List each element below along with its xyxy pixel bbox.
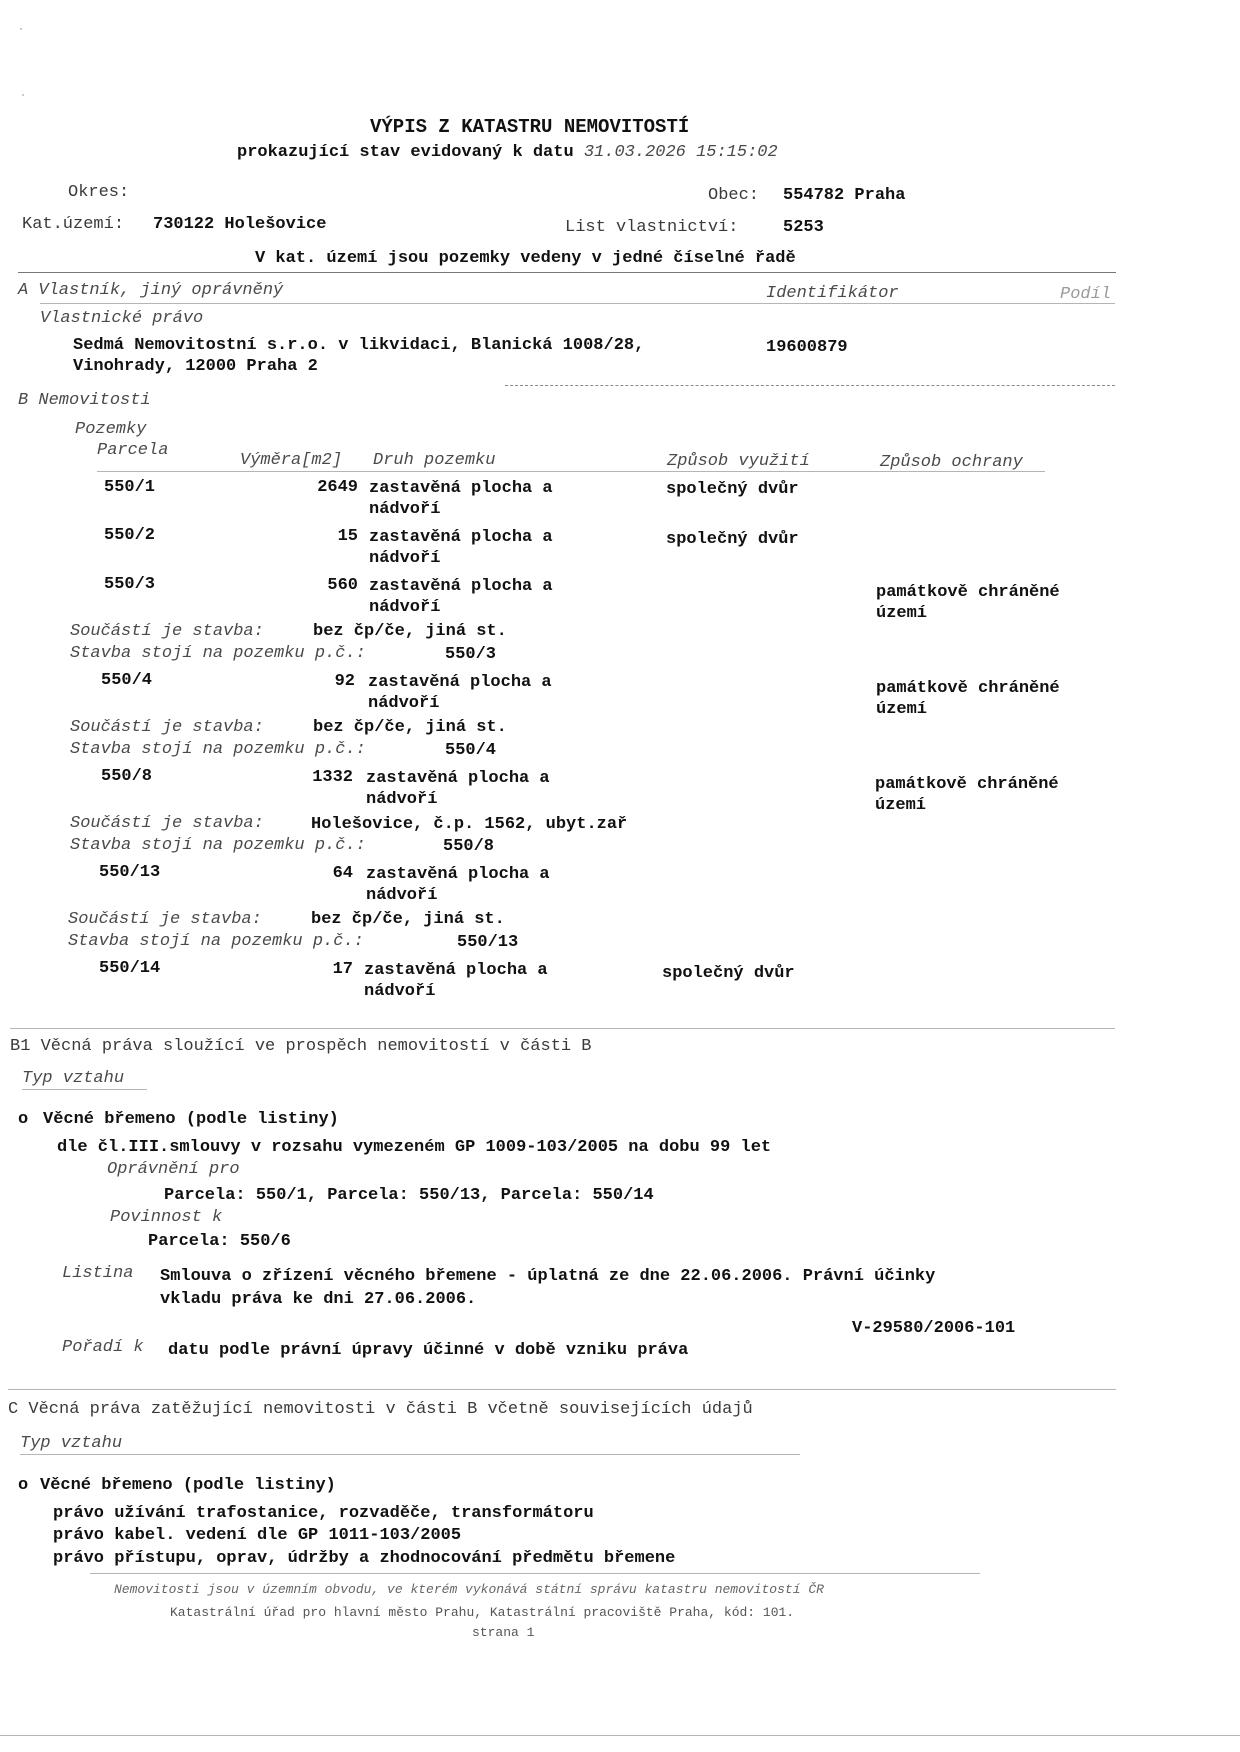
footer-line-1: Nemovitosti jsou v územním obvodu, ve kterém vykonává státní správu katastru nemovitostí ČR bbox=[114, 1582, 824, 1597]
building-value: Holešovice, č.p. 1562, ubyt.zař bbox=[311, 815, 628, 834]
section-b1-rule bbox=[10, 1028, 1115, 1029]
stands-value: 550/4 bbox=[445, 741, 497, 760]
parcel-druh: zastavěná plocha a bbox=[366, 769, 550, 788]
listina-line-2: vkladu práva ke dni 27.06.2006. bbox=[160, 1290, 477, 1309]
parcel-ochrana: památkově chráněné bbox=[876, 679, 1060, 698]
pozemky-subheading: Pozemky bbox=[75, 420, 147, 439]
parcel-number: 550/4 bbox=[101, 671, 153, 690]
right-type: Vlastnické právo bbox=[40, 309, 204, 328]
building-value: bez čp/če, jiná st. bbox=[313, 622, 507, 641]
povinnost-value: Parcela: 550/6 bbox=[148, 1232, 291, 1251]
parcel-druh-cont: nádvoří bbox=[364, 982, 436, 1001]
bottom-edge-rule bbox=[0, 1735, 1240, 1736]
parcel-druh: zastavěná plocha a bbox=[369, 479, 553, 498]
kat-uzemi-label: Kat.území: bbox=[22, 215, 125, 234]
c-typ-underline bbox=[20, 1454, 800, 1455]
identifier-header: Identifikátor bbox=[766, 284, 899, 303]
stands-value: 550/13 bbox=[457, 933, 519, 952]
parcel-number: 550/1 bbox=[104, 478, 156, 497]
parcel-area: 2649 bbox=[317, 478, 358, 497]
section-b1-heading: B1 Věcná práva sloužící ve prospěch nemovitostí v části B bbox=[10, 1037, 592, 1056]
building-value: bez čp/če, jiná st. bbox=[311, 910, 505, 929]
section-a-rule bbox=[18, 272, 1116, 273]
parcel-druh-cont: nádvoří bbox=[369, 500, 441, 519]
parcel-vyuziti: společný dvůr bbox=[666, 530, 799, 549]
parcel-ochrana: památkově chráněné bbox=[875, 775, 1059, 794]
listina-reference: V-29580/2006-101 bbox=[852, 1319, 1016, 1338]
parcel-ochrana: památkově chráněné bbox=[876, 583, 1060, 602]
kat-uzemi-value: 730122 Holešovice bbox=[153, 215, 327, 234]
column-ochrana: Způsob ochrany bbox=[880, 453, 1023, 472]
c-bullet: o bbox=[18, 1476, 29, 1495]
building-label: Součástí je stavba: bbox=[70, 814, 264, 833]
opravneni-value: Parcela: 550/1, Parcela: 550/13, Parcela: 550/14 bbox=[164, 1186, 654, 1205]
document-subtitle bbox=[237, 143, 778, 163]
document-title: VÝPIS Z KATASTRU NEMOVITOSTÍ bbox=[370, 116, 690, 138]
stands-label: Stavba stojí na pozemku p.č.: bbox=[68, 932, 364, 951]
parcel-druh: zastavěná plocha a bbox=[369, 577, 553, 596]
scan-speck bbox=[20, 28, 22, 30]
b1-typ-vztahu: Typ vztahu bbox=[22, 1069, 125, 1088]
subtitle-prefix: prokazující stav evidovaný k datu bbox=[237, 143, 574, 162]
column-druh: Druh pozemku bbox=[373, 451, 496, 470]
c-item-title: Věcné břemeno (podle listiny) bbox=[40, 1476, 336, 1495]
building-label: Součástí je stavba: bbox=[70, 622, 264, 641]
poradi-label: Pořadí k bbox=[62, 1338, 144, 1357]
numbering-note: V kat. území jsou pozemky vedeny v jedné číselné řadě bbox=[255, 249, 796, 268]
b1-bullet: o bbox=[18, 1110, 29, 1129]
section-a-heading: A Vlastník, jiný oprávněný bbox=[18, 281, 284, 300]
obec-value: 554782 Praha bbox=[783, 186, 906, 205]
b1-item-description: dle čl.III.smlouvy v rozsahu vymezeném GP 1009-103/2005 na dobu 99 let bbox=[57, 1138, 772, 1157]
stands-value: 550/8 bbox=[443, 837, 495, 856]
parcel-number: 550/3 bbox=[104, 575, 156, 594]
parcel-area: 15 bbox=[337, 527, 358, 546]
b1-typ-underline bbox=[22, 1089, 147, 1090]
building-label: Součástí je stavba: bbox=[68, 910, 262, 929]
okres-label: Okres: bbox=[68, 183, 130, 202]
obec-label: Obec: bbox=[708, 186, 760, 205]
section-b-heading: B Nemovitosti bbox=[18, 391, 151, 410]
parcel-druh-cont: nádvoří bbox=[366, 886, 438, 905]
parcel-druh: zastavěná plocha a bbox=[368, 673, 552, 692]
parcel-druh-cont: nádvoří bbox=[366, 790, 438, 809]
column-header-underline bbox=[97, 471, 1045, 472]
parcel-number: 550/8 bbox=[101, 767, 153, 786]
share-header: Podíl bbox=[1060, 285, 1112, 304]
stands-label: Stavba stojí na pozemku p.č.: bbox=[70, 644, 366, 663]
poradi-value: datu podle právní úpravy účinné v době vzniku práva bbox=[168, 1341, 689, 1360]
opravneni-label: Oprávnění pro bbox=[107, 1160, 240, 1179]
parcel-area: 64 bbox=[332, 864, 353, 883]
scan-speck bbox=[22, 94, 24, 96]
parcel-druh: zastavěná plocha a bbox=[364, 961, 548, 980]
b1-item-title: Věcné břemeno (podle listiny) bbox=[43, 1110, 339, 1129]
parcel-number: 550/14 bbox=[99, 959, 161, 978]
list-vlastnictvi-label: List vlastnictví: bbox=[565, 218, 739, 237]
section-c-heading: C Věcná práva zatěžující nemovitosti v části B včetně souvisejících údajů bbox=[8, 1400, 753, 1419]
parcel-druh-cont: nádvoří bbox=[369, 598, 441, 617]
parcel-ochrana-cont: území bbox=[876, 700, 928, 719]
parcel-druh: zastavěná plocha a bbox=[366, 865, 550, 884]
parcel-druh-cont: nádvoří bbox=[369, 549, 441, 568]
c-typ-vztahu: Typ vztahu bbox=[20, 1434, 123, 1453]
stands-label: Stavba stojí na pozemku p.č.: bbox=[70, 836, 366, 855]
subtitle-datetime: 31.03.2026 15:15:02 bbox=[583, 143, 778, 162]
section-a-end-rule bbox=[505, 385, 1115, 386]
c-line: právo kabel. vedení dle GP 1011-103/2005 bbox=[53, 1526, 462, 1545]
page-number: strana 1 bbox=[472, 1625, 535, 1640]
parcel-ochrana-cont: území bbox=[876, 604, 928, 623]
building-value: bez čp/če, jiná st. bbox=[313, 718, 507, 737]
stands-label: Stavba stojí na pozemku p.č.: bbox=[70, 740, 366, 759]
owner-line-1: Sedmá Nemovitostní s.r.o. v likvidaci, Blanická 1008/28, bbox=[73, 336, 645, 355]
parcel-druh: zastavěná plocha a bbox=[369, 528, 553, 547]
building-label: Součástí je stavba: bbox=[70, 718, 264, 737]
section-c-rule bbox=[8, 1389, 1116, 1390]
column-parcela: Parcela bbox=[97, 441, 169, 460]
listina-line-1: Smlouva o zřízení věcného břemene - úplatná ze dne 22.06.2006. Právní účinky bbox=[160, 1267, 936, 1286]
povinnost-label: Povinnost k bbox=[110, 1208, 223, 1227]
owner-id: 19600879 bbox=[766, 338, 848, 357]
column-vymera: Výměra[m2] bbox=[240, 451, 343, 470]
section-a-header-underline bbox=[40, 303, 1115, 304]
parcel-number: 550/2 bbox=[104, 526, 156, 545]
footer-rule bbox=[90, 1573, 980, 1574]
column-vyuziti: Způsob využití bbox=[667, 452, 810, 471]
stands-value: 550/3 bbox=[445, 645, 497, 664]
parcel-area: 92 bbox=[334, 672, 355, 691]
parcel-area: 1332 bbox=[312, 768, 353, 787]
list-vlastnictvi-value: 5253 bbox=[783, 218, 824, 237]
parcel-vyuziti: společný dvůr bbox=[666, 480, 799, 499]
parcel-area: 560 bbox=[327, 576, 358, 595]
parcel-vyuziti: společný dvůr bbox=[662, 964, 795, 983]
parcel-number: 550/13 bbox=[99, 863, 161, 882]
c-line: právo přístupu, oprav, údržby a zhodnocování předmětu břemene bbox=[53, 1549, 676, 1568]
footer-line-2: Katastrální úřad pro hlavní město Prahu, Katastrální pracoviště Praha, kód: 101. bbox=[170, 1605, 795, 1620]
parcel-area: 17 bbox=[332, 960, 353, 979]
parcel-druh-cont: nádvoří bbox=[368, 694, 440, 713]
c-line: právo užívání trafostanice, rozvaděče, transformátoru bbox=[53, 1504, 594, 1523]
parcel-ochrana-cont: území bbox=[875, 796, 927, 815]
owner-line-2: Vinohrady, 12000 Praha 2 bbox=[73, 357, 318, 376]
listina-label: Listina bbox=[62, 1264, 134, 1283]
